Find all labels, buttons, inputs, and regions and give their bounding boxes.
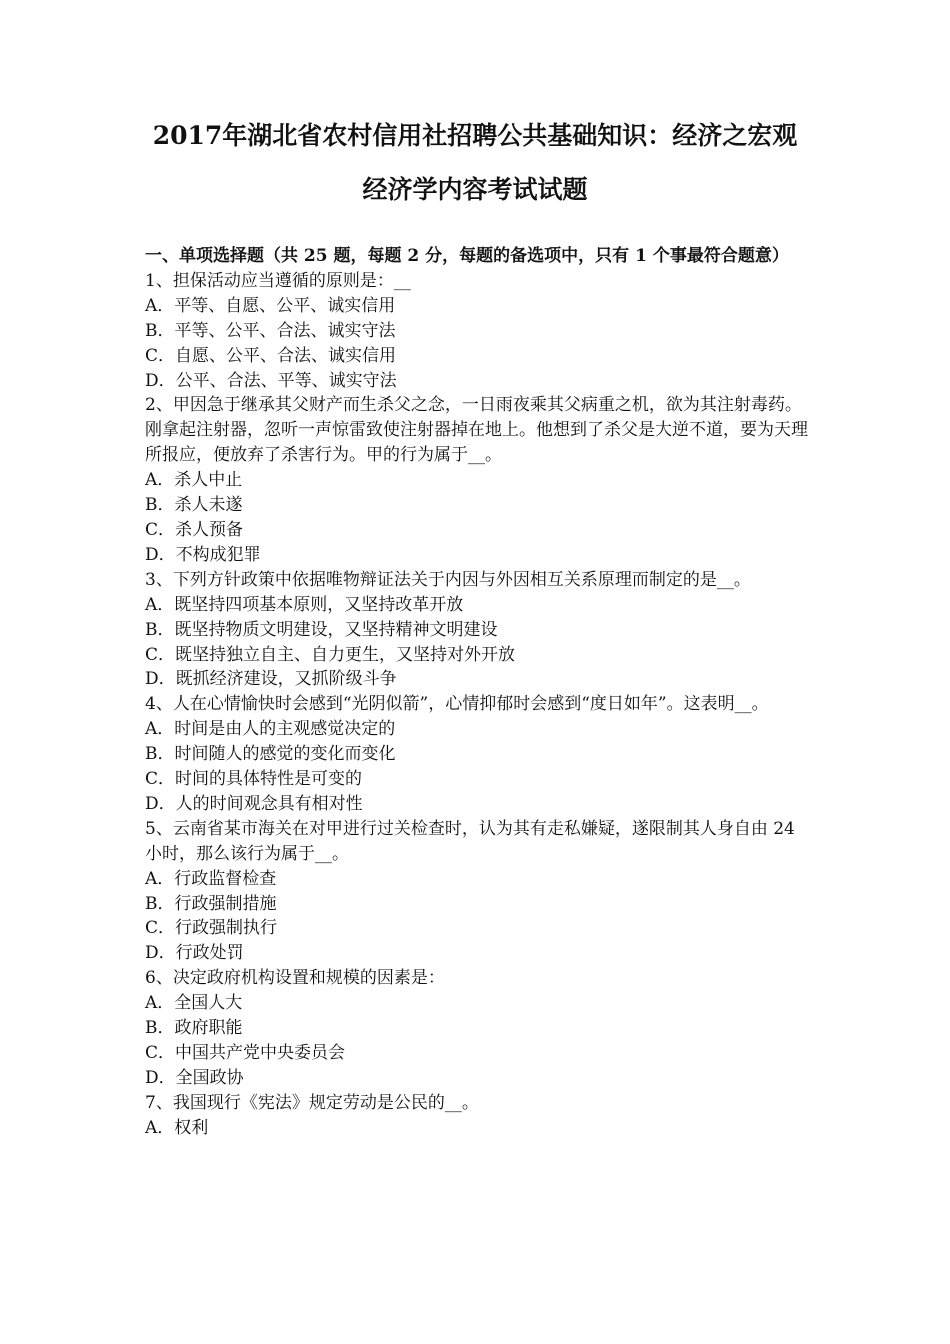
document-body (145, 244, 817, 1141)
option-d: D．全国政协 (145, 1067, 244, 1088)
option-d: D．既抓经济建设，又抓阶级斗争 (145, 669, 397, 690)
option-c: C．杀人预备 (145, 519, 244, 540)
option-a: A．权利 (145, 1117, 209, 1138)
document-title-line-2: 经济学内容考试试题 (362, 175, 588, 204)
option-d: D．不构成犯罪 (145, 544, 261, 565)
option-d: D．行政处罚 (145, 943, 244, 964)
question-text: 7、我国现行《宪法》规定劳动是公民的__。 (145, 1092, 479, 1113)
question-6 (145, 966, 817, 1091)
option-a: A．平等、自愿、公平、诚实信用 (145, 295, 396, 316)
question-text: 1、担保活动应当遵循的原则是：__ (145, 270, 411, 291)
question-2 (145, 393, 817, 567)
option-c: C．时间的具体特性是可变的 (145, 769, 363, 790)
question-text: 4、人在心情愉快时会感到“光阴似箭”，心情抑郁时会感到“度日如年”。这表明__。 (145, 694, 769, 715)
option-c: C．既坚持独立自主、自力更生，又坚持对外开放 (145, 644, 516, 665)
option-b: B．行政强制措施 (145, 893, 277, 914)
option-b: B．时间随人的感觉的变化而变化 (145, 744, 396, 765)
section-heading: 一、单项选择题（共 25 题，每题 2 分，每题的备选项中，只有 1 个事最符合题意） (145, 246, 789, 266)
option-b: B．杀人未遂 (145, 495, 243, 516)
question-text: 6、决定政府机构设置和规模的因素是： (145, 968, 445, 989)
option-a: A．既坚持四项基本原则，又坚持改革开放 (145, 594, 464, 615)
option-a: A．行政监督检查 (145, 868, 277, 889)
question-7 (145, 1091, 817, 1141)
question-text: 2、甲因急于继承其父财产而生杀父之念，一日雨夜乘其父病重之机，欲为其注射毒药。刚拿起注射器，忽听一声惊雷致使注射器掉在地上。他想到了杀父是大逆不道，要为天理所报应，便放弃了杀害行为。甲的行为属于__。 (145, 395, 808, 466)
question-4 (145, 692, 817, 817)
question-text: 5、云南省某市海关在对甲进行过关检查时，认为其有走私嫌疑，遂限制其人身自由 24 小时，那么该行为属于__。 (145, 818, 795, 864)
option-d: D．人的时间观念具有相对性 (145, 793, 363, 814)
question-3 (145, 568, 817, 693)
question-1 (145, 269, 817, 394)
option-c: C．自愿、公平、合法、诚实信用 (145, 345, 397, 366)
option-b: B．政府职能 (145, 1018, 243, 1039)
option-b: B．既坚持物质文明建设，又坚持精神文明建设 (145, 619, 498, 640)
option-a: A．杀人中止 (145, 470, 243, 491)
option-d: D．公平、合法、平等、诚实守法 (145, 370, 397, 391)
option-b: B．平等、公平、合法、诚实守法 (145, 320, 396, 341)
question-text: 3、下列方针政策中依据唯物辩证法关于内因与外因相互关系原理而制定的是__。 (145, 569, 751, 590)
option-a: A．时间是由人的主观感觉决定的 (145, 719, 396, 740)
document-title-line-1: 2017年湖北省农村信用社招聘公共基础知识：经济之宏观 (152, 121, 798, 150)
question-5 (145, 817, 817, 966)
option-c: C．中国共产党中央委员会 (145, 1043, 346, 1063)
option-a: A．全国人大 (145, 993, 243, 1014)
option-c: C．行政强制执行 (145, 918, 278, 939)
